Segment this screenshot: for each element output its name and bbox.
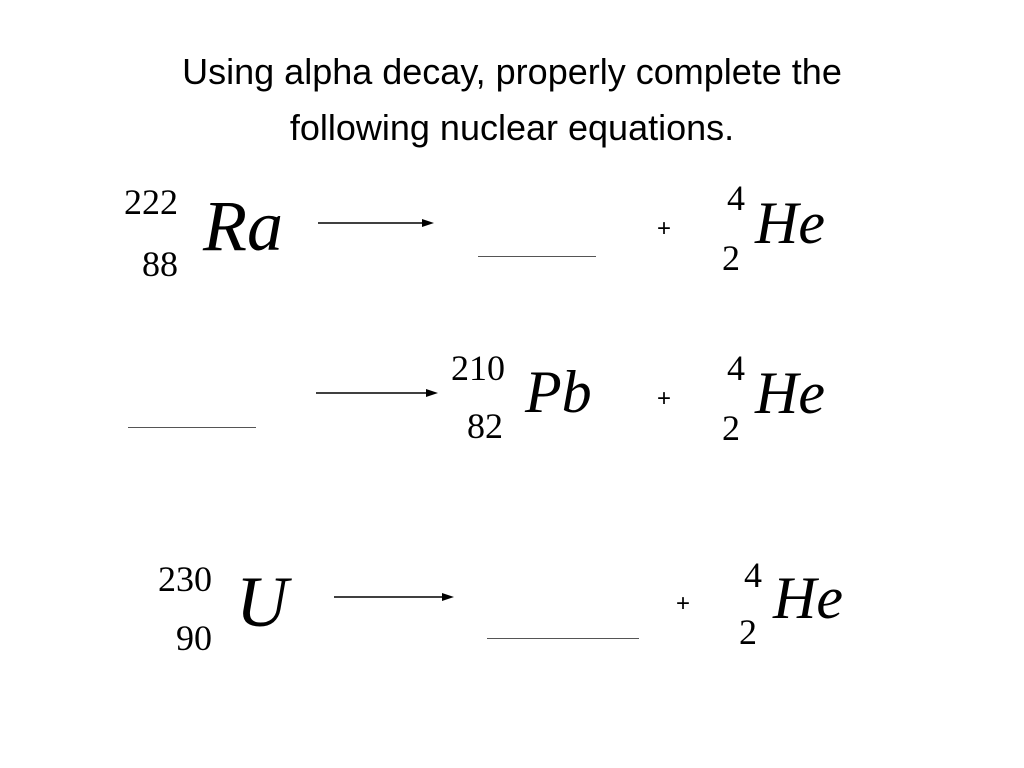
u-symbol: U	[236, 562, 288, 642]
he-symbol-3: He	[773, 565, 843, 631]
he-mass-number-3: 4	[744, 555, 762, 595]
u-atomic-number: 90	[176, 618, 212, 658]
he-mass-number-2: 4	[727, 348, 745, 388]
answer-blank-1[interactable]	[478, 256, 596, 257]
he-atomic-number-3: 2	[739, 612, 757, 652]
plus-sign-1: +	[657, 215, 672, 242]
pb-symbol: Pb	[525, 359, 592, 425]
title-line-1: Using alpha decay, properly complete the	[182, 51, 842, 92]
ra-mass-number: 222	[124, 182, 178, 222]
plus-sign-2: +	[657, 385, 672, 412]
reaction-arrow-3	[334, 590, 454, 604]
slide-title	[0, 44, 1024, 156]
pb-atomic-number: 82	[467, 406, 503, 446]
reaction-arrow-2	[316, 386, 438, 400]
u-mass-number: 230	[158, 559, 212, 599]
he-atomic-number-1: 2	[722, 238, 740, 278]
ra-symbol: Ra	[203, 186, 283, 266]
reaction-arrow-1	[318, 216, 434, 230]
he-symbol-2: He	[755, 360, 825, 426]
he-atomic-number-2: 2	[722, 408, 740, 448]
title-line-2: following nuclear equations.	[289, 107, 735, 148]
ra-atomic-number: 88	[142, 244, 178, 284]
answer-blank-3[interactable]	[487, 638, 639, 639]
pb-mass-number: 210	[451, 348, 505, 388]
plus-sign-3: +	[676, 590, 691, 617]
he-mass-number-1: 4	[727, 178, 745, 218]
he-symbol-1: He	[755, 190, 825, 256]
answer-blank-2[interactable]	[128, 427, 256, 428]
